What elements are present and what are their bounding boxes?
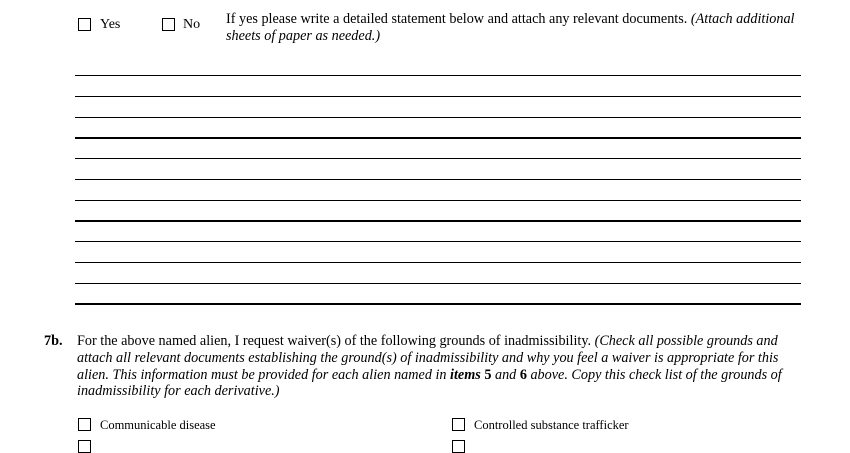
- statement-line[interactable]: [75, 75, 801, 76]
- and-word: and: [494, 366, 517, 383]
- no-label: No: [183, 17, 201, 32]
- next-row-checkbox-right[interactable]: [452, 440, 465, 453]
- item-6: 6: [519, 366, 527, 383]
- question-text-normal: For the above named alien, I request waiver(s) of the following grounds of inadmissibility.: [77, 333, 592, 349]
- question-7b: [44, 333, 784, 400]
- controlled-substance-trafficker-checkbox[interactable]: [452, 418, 465, 431]
- statement-line[interactable]: [75, 283, 801, 284]
- communicable-disease-checkbox[interactable]: [78, 418, 91, 431]
- next-row-checkbox-left[interactable]: [78, 440, 91, 453]
- statement-instructions: [226, 11, 801, 44]
- statement-line[interactable]: [75, 117, 801, 118]
- statement-line[interactable]: [75, 241, 801, 242]
- question-number: 7b.: [44, 333, 63, 349]
- yes-checkbox[interactable]: [78, 18, 91, 31]
- question-text: [77, 333, 784, 400]
- statement-line[interactable]: [75, 158, 801, 159]
- statement-intro: If yes please write a detailed statement below and attach any relevant documents.: [226, 11, 688, 27]
- yes-label: Yes: [100, 17, 121, 32]
- no-checkbox[interactable]: [162, 18, 175, 31]
- statement-line[interactable]: [75, 137, 801, 139]
- cutoff-text-fragment: [68, 0, 488, 2]
- statement-line[interactable]: [75, 262, 801, 263]
- question-text-italic-end: above. Copy this check list of the grounds of inadmissibility for each derivative.): [77, 366, 782, 400]
- statement-line[interactable]: [75, 96, 801, 97]
- controlled-substance-trafficker-label: Controlled substance trafficker: [474, 418, 629, 432]
- items-word: items: [450, 366, 481, 383]
- communicable-disease-label: Communicable disease: [100, 418, 216, 432]
- statement-line[interactable]: [75, 200, 801, 201]
- statement-note: (Attach additional sheets of paper as needed.): [226, 11, 795, 44]
- item-5: 5: [484, 366, 492, 383]
- statement-line[interactable]: [75, 179, 801, 180]
- statement-line[interactable]: [75, 303, 801, 305]
- statement-line[interactable]: [75, 220, 801, 222]
- question-text-italic: (Check all possible grounds and attach all relevant documents establishing the ground(s) of inadmissibility and why you feel a waiver is appropriate for this alien. This information must be provided for each alien named in: [77, 333, 779, 383]
